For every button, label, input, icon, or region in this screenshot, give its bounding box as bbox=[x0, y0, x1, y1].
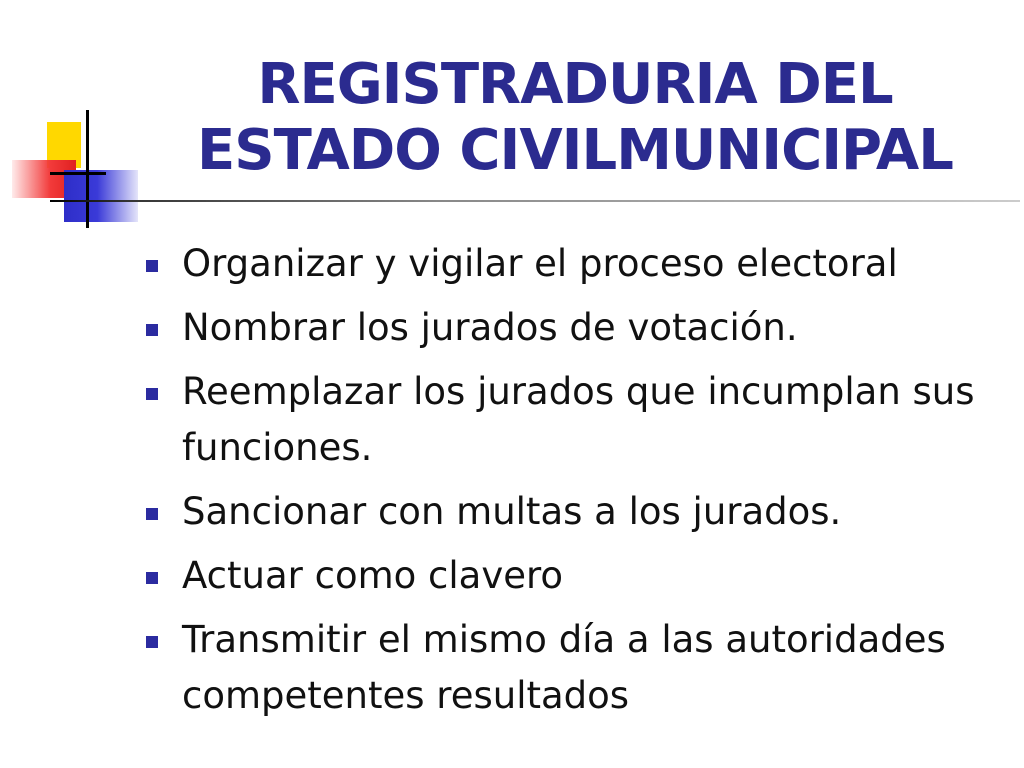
bullet-item bbox=[146, 484, 1006, 540]
short-horizontal-rule bbox=[50, 172, 106, 175]
vertical-rule bbox=[86, 110, 89, 228]
slide-title bbox=[140, 52, 1010, 184]
bullet-text: Actuar como clavero bbox=[182, 554, 564, 597]
title-underline-rule bbox=[50, 200, 1020, 202]
blue-square-shape bbox=[64, 170, 138, 222]
square-bullet-icon bbox=[146, 508, 158, 520]
bullet-item bbox=[146, 236, 1006, 292]
square-bullet-icon bbox=[146, 572, 158, 584]
title-line-2: ESTADO CIVILMUNICIPAL bbox=[197, 118, 953, 183]
square-bullet-icon bbox=[146, 636, 158, 648]
bullet-text: Reemplazar los jurados que incumplan sus funciones. bbox=[182, 370, 975, 469]
bullet-item bbox=[146, 548, 1006, 604]
bullet-item bbox=[146, 300, 1006, 356]
square-bullet-icon bbox=[146, 324, 158, 336]
square-bullet-icon bbox=[146, 388, 158, 400]
bullet-text: Nombrar los jurados de votación. bbox=[182, 306, 798, 349]
bullet-text: Sancionar con multas a los jurados. bbox=[182, 490, 842, 533]
bullet-text: Organizar y vigilar el proceso electoral bbox=[182, 242, 898, 285]
title-line-1: REGISTRADURIA DEL bbox=[257, 52, 893, 117]
bullet-item bbox=[146, 364, 1006, 476]
bullet-item bbox=[146, 612, 1006, 724]
bullet-list bbox=[146, 236, 1006, 732]
decorative-squares-logo bbox=[0, 0, 160, 240]
bullet-text: Transmitir el mismo día a las autoridades competentes resultados bbox=[182, 618, 946, 717]
square-bullet-icon bbox=[146, 260, 158, 272]
